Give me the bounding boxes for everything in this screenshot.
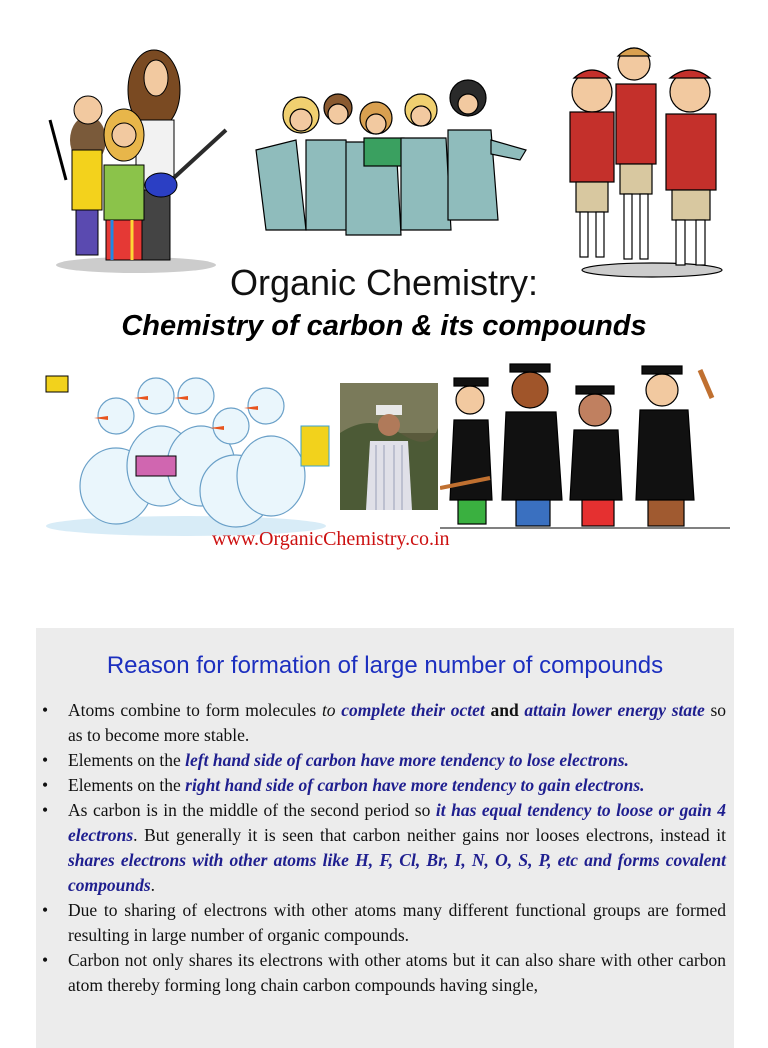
bullet-dot-icon: • bbox=[42, 900, 49, 920]
bullet-text: to bbox=[321, 700, 342, 720]
slide-title: Organic Chemistry: bbox=[229, 262, 539, 303]
bullet-text: and bbox=[484, 700, 525, 720]
author-photo bbox=[340, 383, 438, 510]
bullet-item bbox=[42, 698, 726, 748]
bullet-item bbox=[42, 773, 726, 798]
choir-cartoon bbox=[236, 70, 532, 240]
bullet-text: so as to become more stable. bbox=[68, 700, 727, 745]
bullet-item bbox=[42, 948, 726, 998]
bullet-item bbox=[42, 798, 726, 898]
bullet-item bbox=[42, 748, 726, 773]
bullet-list bbox=[42, 698, 726, 998]
bullet-dot-icon: • bbox=[42, 950, 49, 970]
bullet-text: Elements on the bbox=[68, 775, 186, 795]
schoolboys-cartoon bbox=[562, 42, 728, 280]
bullet-text: Elements on the bbox=[68, 750, 186, 770]
bullet-text: Carbon not only shares its electrons with other atoms but it can also share with other carbon atom thereby forming long chain carbon compounds having single, bbox=[68, 950, 726, 995]
content-slide bbox=[36, 628, 734, 1048]
bullet-text: Due to sharing of electrons with other atoms many different functional groups are formed resulting in large number of organic compounds. bbox=[68, 900, 726, 945]
slide-heading: Reason for formation of large number of compounds bbox=[106, 652, 664, 679]
bullet-text: it has equal tendency to loose or gain 4 electrons bbox=[68, 800, 726, 845]
bullet-item bbox=[42, 898, 726, 948]
bullet-text: Atoms combine to form molecules bbox=[68, 700, 322, 720]
bullet-text: complete their octet bbox=[341, 700, 485, 720]
bullet-text: shares electrons with other atoms like H, F, Cl, Br, I, N, O, S, P, etc and forms covalent compounds bbox=[68, 850, 726, 895]
bullet-dot-icon: • bbox=[42, 800, 49, 820]
band-cartoon bbox=[36, 40, 236, 275]
bullet-dot-icon: • bbox=[42, 700, 49, 720]
bullet-dot-icon: • bbox=[42, 775, 49, 795]
bullet-text: . bbox=[150, 875, 156, 895]
graduates-cartoon bbox=[440, 350, 730, 535]
bullet-text: attain lower energy state bbox=[524, 700, 705, 720]
bullet-text: . But generally it is seen that carbon neither gains nor looses electrons, instead it bbox=[133, 825, 726, 845]
snowmen-cartoon bbox=[36, 356, 336, 536]
slide-subtitle: Chemistry of carbon & its compounds bbox=[121, 310, 647, 342]
bullet-text: left hand side of carbon have more tendency to lose electrons. bbox=[185, 750, 629, 770]
bullet-text: As carbon is in the middle of the second period so bbox=[68, 800, 436, 820]
bullet-text: right hand side of carbon have more tendency to gain electrons. bbox=[185, 775, 645, 795]
website-url[interactable]: www.OrganicChemistry.co.in bbox=[212, 528, 450, 550]
bullet-dot-icon: • bbox=[42, 750, 49, 770]
